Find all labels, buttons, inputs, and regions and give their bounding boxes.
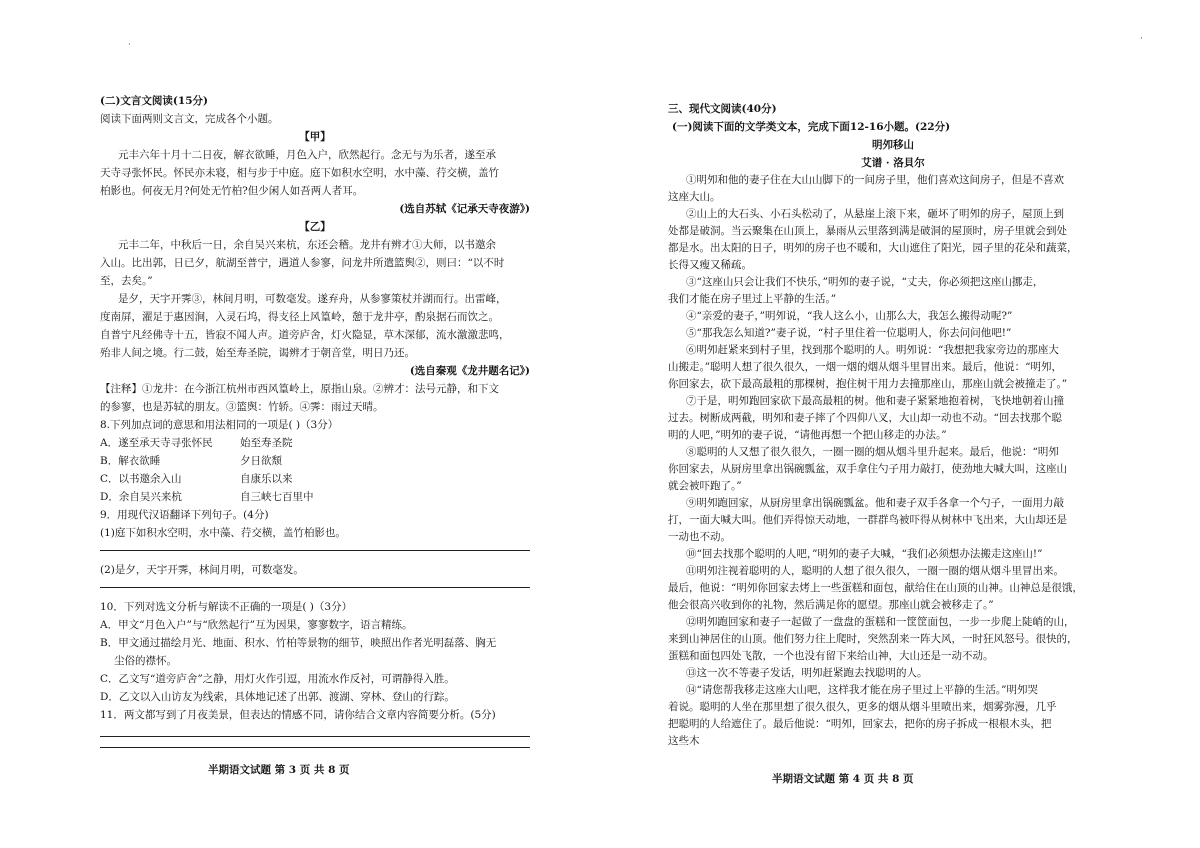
story-paragraph-line: 他会很高兴收到你的礼物，然后满足你的愿望。那座山就会被移走了。” xyxy=(668,599,994,611)
q8-option-a[interactable] xyxy=(100,434,530,452)
corner-mark-left: · xyxy=(128,40,131,50)
story-paragraph-line: 蛋糕和面包四处飞散，一个也没有留下来给山神，大山还是一动不动。 xyxy=(668,650,994,662)
q8-option-d-left: D．余自吴兴来杭 xyxy=(100,491,182,503)
story-paragraph-line: 你回家去，砍下最高最粗的那棵树，抱住树干用力去撞那座山，那座山就会被撞走了。” xyxy=(668,378,1068,390)
story-paragraph-line: ⑭“请您帮我移走这座大山吧，这样我才能在房子里过上平静的生活。”明夘哭 xyxy=(686,684,1038,696)
passage-yi-line: 度南屏，濯足于惠因涧，入灵石坞，得支径上风篁岭，憩于龙井亭，酌泉据石而饮之。 xyxy=(100,311,499,323)
story-paragraph-line: 着说。聪明的人坐在那里想了很久很久，更多的烟从烟斗里喷出来，烟雾弥漫，几乎 xyxy=(668,701,1057,713)
question-9: 9．用现代汉语翻译下列句子。(4分) xyxy=(100,509,269,521)
q8-option-b[interactable] xyxy=(100,452,530,470)
story-paragraph-line: ⑦于是，明夘跑回家砍下最高最粗的树。他和妻子紧紧地抱着树，飞快地朝着山撞 xyxy=(686,395,1064,407)
q10-option[interactable]: B．甲文通过描绘月光、地面、积水、竹柏等景物的细节，映照出作者光明磊落、胸无 xyxy=(100,637,497,649)
q8-option-c-right: 自康乐以来 xyxy=(240,473,293,485)
story-paragraph-line: 长得又瘦又稀疏。 xyxy=(668,259,752,271)
story-paragraph-line: 处都是破洞。当云聚集在山顶上，暴雨从云里落到满是破洞的屋顶时，房子里就会到处 xyxy=(668,225,1067,237)
story-paragraph-line: ⑤“那我怎么知道?”妻子说，“村子里住着一位聪明人，你去问问他吧!” xyxy=(686,327,1012,339)
story-paragraph-line: ①明夘和他的妻子住在大山山脚下的一间房子里，他们喜欢这间房子，但是不喜欢 xyxy=(686,174,1064,186)
passage-yi-source: (选自秦观《龙井题名记》) xyxy=(409,365,530,377)
story-paragraph-line: 把聪明的人给遮住了。最后他说：“明夘，回家去，把你的房子拆成一根根木头，把 xyxy=(668,718,1052,730)
passage-jia-line: 柏影也。何夜无月?何处无竹柏?但少闲人如吾两人者耳。 xyxy=(100,185,364,197)
passage-jia-source: (选自苏轼《记承天寺夜游》) xyxy=(399,203,530,215)
question-9-2: (2)是夕，天宇开霁，林间月明，可数毫发。 xyxy=(100,564,304,576)
story-paragraph-line: 最后，他说：“明夘你回家去烤上一些蛋糕和面包，献给住在山顶的山神。山神总是很饿， xyxy=(668,582,1083,594)
passage-yi-line: 殆非人间之境。行二鼓，始至寿圣院，谒辨才于朝音堂，明日乃还。 xyxy=(100,347,415,359)
story-paragraph-line: 这座大山。 xyxy=(668,191,721,203)
q10-option[interactable]: C．乙文写“道旁庐舍”之静，用灯火作引逗，用流水作反衬，可谓静得入胜。 xyxy=(100,673,455,685)
answer-line-9-2[interactable] xyxy=(100,587,530,588)
story-paragraph-line: 我们才能在房子里过上平静的生活。” xyxy=(668,293,837,305)
q10-option[interactable]: A．甲文“月色入户”与“欣然起行”互为因果，寥寥数字，语言精练。 xyxy=(100,619,413,631)
story-paragraph-line: ⑫明夘跑回家和妻子一起做了一盘盘的蛋糕和一筐筐面包，一步一步爬上陡峭的山， xyxy=(686,616,1075,628)
q10-option[interactable]: D．乙文以入山访友为线索，具体地记述了出郭、渡湖、穿林、登山的行踪。 xyxy=(100,691,455,703)
story-paragraph-line: 都是水。出太阳的日子，明夘的房子也不暖和，大山遮住了阳光，园子里的花朵和蔬菜， xyxy=(668,242,1078,254)
story-paragraph-line: 明的人吧，”明夘的妻子说，“请他再想一个把山移走的办法。” xyxy=(668,429,947,441)
story-paragraph-line: 山搬走。”聪明人想了很久很久，一烟一烟的烟从烟斗里冒出来。最后，他说：“明夘， xyxy=(668,361,1062,373)
passage-yi-line: 入山。比出郭，日已夕，航湖至普宁，遇道人参寥，问龙井所遣篮舆②，则曰：“以不时 xyxy=(100,257,505,269)
answer-line-9-1[interactable] xyxy=(100,550,530,551)
story-paragraph-line: ⑩“回去找那个聪明的人吧，”明夘的妻子大喊，“我们必须想办法搬走这座山!” xyxy=(686,548,1043,560)
story-paragraph-line: ②山上的大石头、小石头松动了，从悬崖上滚下来，砸坏了明夘的房子，屋顶上到 xyxy=(686,208,1064,220)
page-3-footer: 半期语文试题 第 3 页 共 8 页 xyxy=(208,764,350,776)
passage-jia-line: 元丰六年十月十二日夜，解衣欲睡，月色入户，欣然起行。念无与为乐者，遂至承 xyxy=(118,149,496,161)
story-paragraph-line: 这些木 xyxy=(668,735,700,747)
q8-option-b-right: 夕日欲颓 xyxy=(240,455,282,467)
notes-line: 【注释】①龙井：在今浙江杭州市西风篁岭上，原指山泉。②辨才：法号元静，和下文 xyxy=(100,383,499,395)
story-paragraph-line: 就会被吓跑了。” xyxy=(668,480,742,492)
passage-yi-line: 自普宁凡经佛寺十五，皆寂不闻人声。道旁庐舍，灯火隐显，草木深郁，流水激激悲鸣， xyxy=(100,329,510,341)
story-paragraph-line: ⑧聪明的人又想了很久很久，一圈一圈的烟从烟斗里升起来。最后，他说：“明夘 xyxy=(686,446,1059,458)
question-9-1: (1)庭下如积水空明，水中藻、荇交横，盖竹柏影也。 xyxy=(100,527,346,539)
notes-line: 的参寥，也是苏轼的朋友。③篮舆：竹轿。④霁：雨过天晴。 xyxy=(100,401,384,413)
story-paragraph-line: 过去。树断成两截，明夘和妻子摔了个四仰八叉，大山却一动也不动。“回去找那个聪 xyxy=(668,412,1062,424)
story-paragraph-line: ⑨明夘跑回家，从厨房里拿出锅碗瓢盆。他和妻子双手各拿一个勺子，一面用力敲 xyxy=(686,497,1064,509)
classical-intro: 阅读下面两则文言文，完成各个小题。 xyxy=(100,113,279,125)
story-paragraph-line: ④“亲爱的妻子，”明夘说，“我人这么小，山那么大，我怎么搬得动呢?” xyxy=(686,310,1013,322)
q10-option-continued: 尘俗的襟怀。 xyxy=(114,655,177,667)
passage-yi-heading: 【乙】 xyxy=(299,221,331,233)
page-4 xyxy=(668,100,1118,750)
story-paragraph-line: ③“这座山只会让我们不快乐，”明夘的妻子说，“丈夫，你必须把这座山挪走， xyxy=(686,276,1044,288)
q8-option-d[interactable] xyxy=(100,488,530,506)
q8-option-a-left: A．遂至承天寺寻张怀民 xyxy=(100,437,213,449)
story-paragraph-line: ⑬这一次不等妻子发话，明夘赶紧跑去找聪明的人。 xyxy=(686,667,928,679)
passage-jia-line: 天寺寻张怀民。怀民亦未寝，相与步于中庭。庭下如积水空明，水中藻、荇交横，盖竹 xyxy=(100,167,499,179)
story-author: 艾谱 · 洛貝尔 xyxy=(861,157,925,169)
passage-yi-line: 至，去矣。” xyxy=(100,275,153,287)
page-4-footer: 半期语文试题 第 4 页 共 8 页 xyxy=(772,773,914,785)
section-title-modern: 三、现代文阅读(40分) xyxy=(668,103,777,115)
modern-intro: (一)阅读下面的文学类文本，完成下面12-16小题。(22分) xyxy=(672,121,951,133)
q8-option-c[interactable] xyxy=(100,470,530,488)
q8-option-b-left: B．解衣欲睡 xyxy=(100,455,161,467)
question-11: 11．两文都写到了月夜美景，但表达的情感不同，请你结合文章内容简要分析。(5分) xyxy=(100,709,496,721)
section-title-classical: (二)文言文阅读(15分) xyxy=(100,95,208,107)
question-10: 10．下列对选文分析与解读不正确的一项是( )（3分） xyxy=(100,601,353,613)
story-paragraph-line: 你回家去，从厨房里拿出锅碗瓢盆，双手拿住勺子用力敲打，使劲地大喊大叫，这座山 xyxy=(668,463,1067,475)
answer-line-11-a[interactable] xyxy=(100,736,530,737)
q8-option-a-right: 始至寿圣院 xyxy=(240,437,293,449)
story-paragraph-line: 来到山神居住的山顶。他们努力往上爬时，突然刮来一阵大风，一时狂风怒号。很快的， xyxy=(668,633,1078,645)
page-3 xyxy=(100,92,530,758)
q8-option-d-right: 自三峡七百里中 xyxy=(240,491,314,503)
answer-line-11-b[interactable] xyxy=(100,747,530,748)
story-paragraph-line: 一动也不动。 xyxy=(668,531,731,543)
story-paragraph-line: ⑥明夘赶紧来到村子里，找到那个聪明的人。明夘说：“我想把我家旁边的那座大 xyxy=(686,344,1059,356)
story-title: 明夘移山 xyxy=(872,139,914,151)
passage-yi-line: 元丰二年，中秋后一日，余自吴兴来杭，东还会稽。龙井有辨才①大师，以书邀余 xyxy=(118,239,496,251)
passage-jia-heading: 【甲】 xyxy=(299,131,331,143)
story-paragraph-line: ⑪明夘注视着聪明的人，聪明的人想了很久很久，一圈一圈的烟从烟斗里冒出来。 xyxy=(686,565,1064,577)
question-8: 8.下列加点词的意思和用法相同的一项是( )（3分） xyxy=(100,419,339,431)
corner-mark-right: · xyxy=(1140,34,1143,44)
q8-option-c-left: C．以书邀余入山 xyxy=(100,473,182,485)
passage-yi-line: 是夕，天宇开霁③，林间月明，可数毫发。遂弃舟，从参寥策杖并湖而行。出雷峰， xyxy=(118,293,507,305)
story-paragraph-line: 打，一面大喊大叫。他们弄得惊天动地，一群群鸟被吓得从树林中飞出来，大山却还是 xyxy=(668,514,1067,526)
